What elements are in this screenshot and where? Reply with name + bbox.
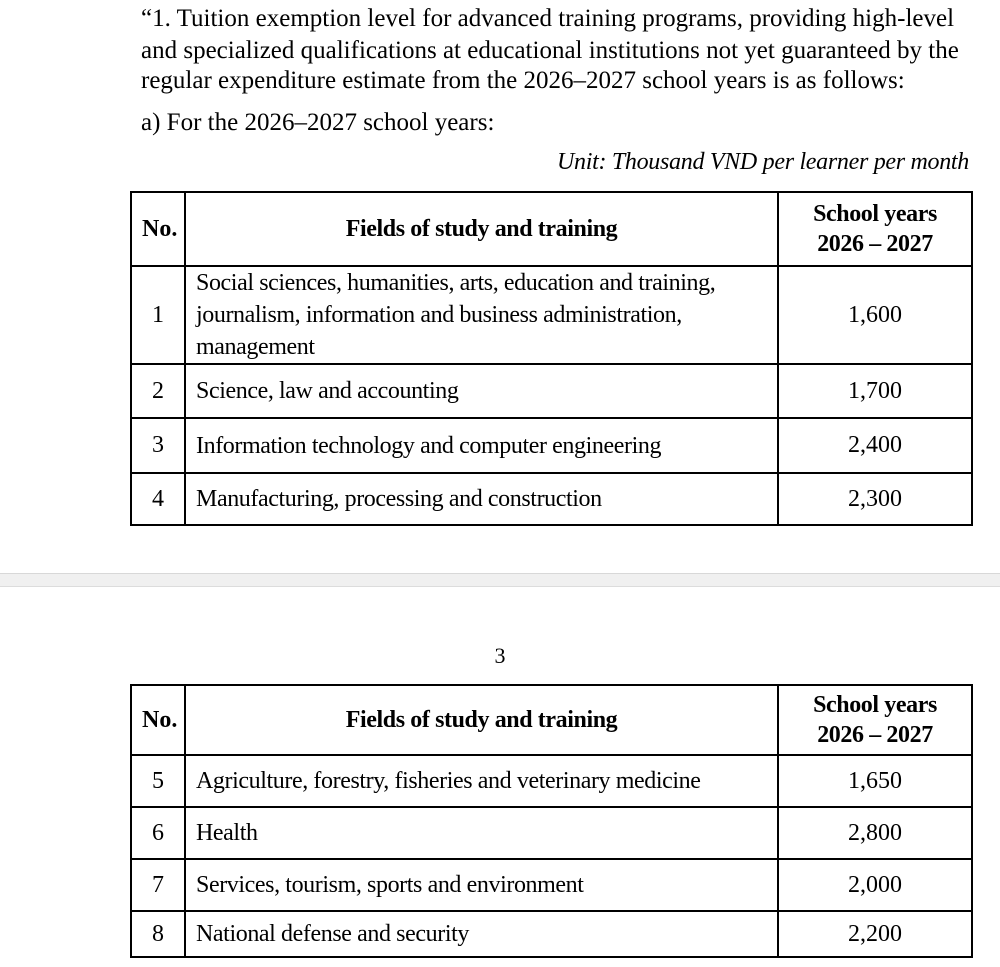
unit-note: Unit: Thousand VND per learner per month (557, 149, 969, 175)
row-no: 6 (131, 807, 185, 859)
row-no: 3 (131, 418, 185, 473)
row-field (185, 266, 778, 364)
table-row (131, 859, 972, 911)
row-no: 2 (131, 364, 185, 418)
subheading: a) For the 2026–2027 school years: (141, 109, 495, 136)
intro-line-1: “1. Tuition exemption level for advanced training programs, providing high-level (141, 5, 955, 32)
table-row (131, 364, 972, 418)
table-row (131, 807, 972, 859)
row-value: 2,800 (778, 807, 972, 859)
row-value: 1,600 (778, 266, 972, 364)
header-school-years (778, 192, 972, 266)
row-no: 8 (131, 911, 185, 957)
row-field: Services, tourism, sports and environment (185, 859, 778, 911)
row-field: National defense and security (185, 911, 778, 957)
row-field: Manufacturing, processing and construction (185, 473, 778, 525)
intro-line-3: regular expenditure estimate from the 2026–2027 school years is as follows: (141, 67, 905, 94)
header-field: Fields of study and training (185, 192, 778, 266)
table-header-row (131, 192, 972, 266)
page-separator (0, 573, 1000, 587)
table-row (131, 266, 972, 364)
header-field: Fields of study and training (185, 685, 778, 755)
intro-line-2: and specialized qualifications at educational institutions not yet guaranteed by the (141, 37, 959, 64)
row-no: 5 (131, 755, 185, 807)
header-no: No. (131, 192, 185, 266)
table-row (131, 911, 972, 957)
row-value: 2,400 (778, 418, 972, 473)
row-no: 1 (131, 266, 185, 364)
row-value: 1,700 (778, 364, 972, 418)
row-no: 7 (131, 859, 185, 911)
row-value: 1,650 (778, 755, 972, 807)
row-value: 2,000 (778, 859, 972, 911)
row-field: Information technology and computer engineering (185, 418, 778, 473)
row-field: Health (185, 807, 778, 859)
page-number: 3 (494, 643, 506, 668)
row-field: Agriculture, forestry, fisheries and veterinary medicine (185, 755, 778, 807)
row-field-line-2: journalism, information and business administration, management (196, 302, 682, 360)
row-field-line-1: Social sciences, humanities, arts, education and training, (196, 270, 716, 296)
header-years-line-1: School years (813, 201, 937, 227)
header-school-years (778, 685, 972, 755)
header-years-line-2: 2026 – 2027 (817, 722, 933, 748)
table-row (131, 418, 972, 473)
row-value: 2,300 (778, 473, 972, 525)
tuition-table-part-1 (130, 191, 973, 526)
row-no: 4 (131, 473, 185, 525)
header-no: No. (131, 685, 185, 755)
table-row (131, 473, 972, 525)
row-value: 2,200 (778, 911, 972, 957)
table-header-row (131, 685, 972, 755)
row-field: Science, law and accounting (185, 364, 778, 418)
header-years-line-1: School years (813, 692, 937, 718)
table-row (131, 755, 972, 807)
tuition-table-part-2 (130, 684, 973, 958)
header-years-line-2: 2026 – 2027 (817, 231, 933, 257)
